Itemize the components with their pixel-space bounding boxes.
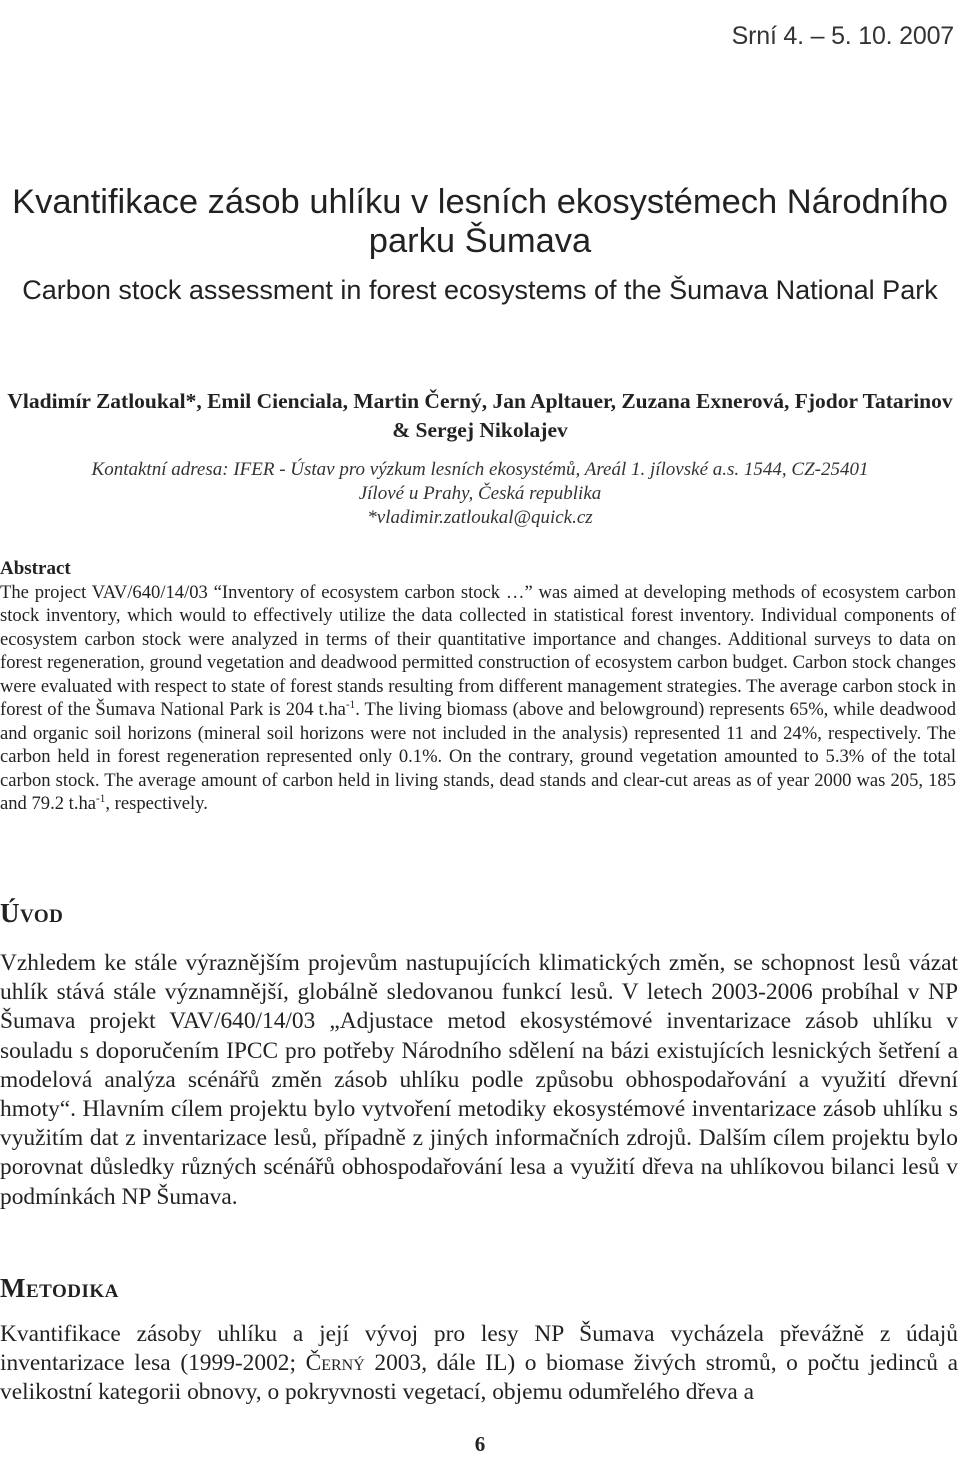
superscript: -1	[96, 792, 106, 805]
metodika-paragraph	[0, 1320, 958, 1408]
section-heading-uvod: Úvod	[0, 898, 64, 928]
address-line-1: Kontaktní adresa: IFER - Ústav pro výzkum lesních ekosystémů, Areál 1. jílovské a.s. 1544, CZ-25401	[91, 459, 869, 480]
author-list: Vladimír Zatloukal*, Emil Cienciala, Martin Černý, Jan Apltauer, Zuzana Exnerová, Fjodor Tatarinov & Sergej Nikolajev	[7, 389, 953, 442]
abstract-text-part-2: . The living biomass (above and belowground) represents 65%, while deadwood and organic soil horizons (mineral soil horizons were not included in the analysis) represented 11 and 24%, respectively. The carbon held in forest regeneration represented only 0.1%. On the contrary, ground vegetation amounted to 5.3% of the total carbon stock. The average amount of carbon held in living stands, dead stands and clear-cut areas as of year 2000 was 205, 185 and 79.2 t.ha	[0, 699, 956, 814]
contact-address	[0, 458, 960, 530]
page-number: 6	[474, 1432, 486, 1456]
contact-email: *vladimir.zatloukal@quick.cz	[367, 507, 593, 528]
abstract-text-part-1: The project VAV/640/14/03 “Inventory of ecosystem carbon stock …” was aimed at developing methods of ecosystem carbon stock inventory, which would to effectively utilize the data collected in statistical forest inventory. Individual components of ecosystem carbon stock were analyzed in terms of their quantitative importance and changes. Additional surveys to data on forest regeneration, ground vegetation and deadwood permitted construction of ecosystem carbon budget. Carbon stock changes were evaluated with respect to state of forest stands resulting from different management strategies. The average carbon stock in forest of the Šumava National Park is 204 t.ha	[0, 581, 956, 720]
conference-date: Srní 4. – 5. 10. 2007	[731, 22, 954, 50]
citation-author: Černý	[305, 1350, 365, 1377]
metodika-text-part-a: Kvantifikace zásoby uhlíku a její vývoj pro lesy NP Šumava vycházela převážně z údajů inventarizace lesa (1999-2002;	[0, 1321, 958, 1377]
address-line-2: Jílové u Prahy, Česká republika	[358, 483, 602, 504]
superscript: -1	[345, 698, 356, 711]
metodika-text-part-b: 2003, dále IL) o biomase živých stromů, o počtu jedinců a velikostní kategorii obnovy, o pokryvnosti vegetací, objemu odumřelého dřeva a	[0, 1350, 959, 1406]
uvod-paragraph: Vzhledem ke stále výraznějším projevům nastupujících klimatických změn, se schopnost lesů vázat uhlík stává stále významnější, globálně sledovanou funkcí lesů. V letech 2003-2006 probíhal v NP Šumava projekt VAV/640/14/03 „Adjustace metod ekosystémové inventarizace zásob uhlíku v souladu s doporučením IPCC pro potřeby Národního sdělení na bázi existujících lesnických šetření a modelová analýza scénářů změn zásob uhlíku podle způsobu obhospodařování a využití dřevní hmoty“. Hlavním cílem projektu bylo vytvoření metodiky ekosystémové inventarizace zásob uhlíku s využitím dat z inventarizace lesů, případně z jiných informačních zdrojů. Dalším cílem projektu bylo porovnat důsledky různých scénářů obhospodařování lesa a využití dřeva na uhlíkovou bilanci lesů v podmínkách NP Šumava.	[0, 950, 958, 1210]
abstract-heading: Abstract	[0, 558, 71, 579]
title-czech: Kvantifikace zásob uhlíku v lesních ekosystémech Národního parku Šumava	[12, 183, 948, 260]
abstract-text	[0, 581, 956, 816]
title-english: Carbon stock assessment in forest ecosystems of the Šumava National Park	[22, 275, 938, 305]
abstract-text-part-3: , respectively.	[105, 793, 208, 814]
abstract-section	[0, 557, 956, 816]
title-block	[0, 183, 960, 306]
section-heading-metodika: Metodika	[0, 1273, 119, 1303]
